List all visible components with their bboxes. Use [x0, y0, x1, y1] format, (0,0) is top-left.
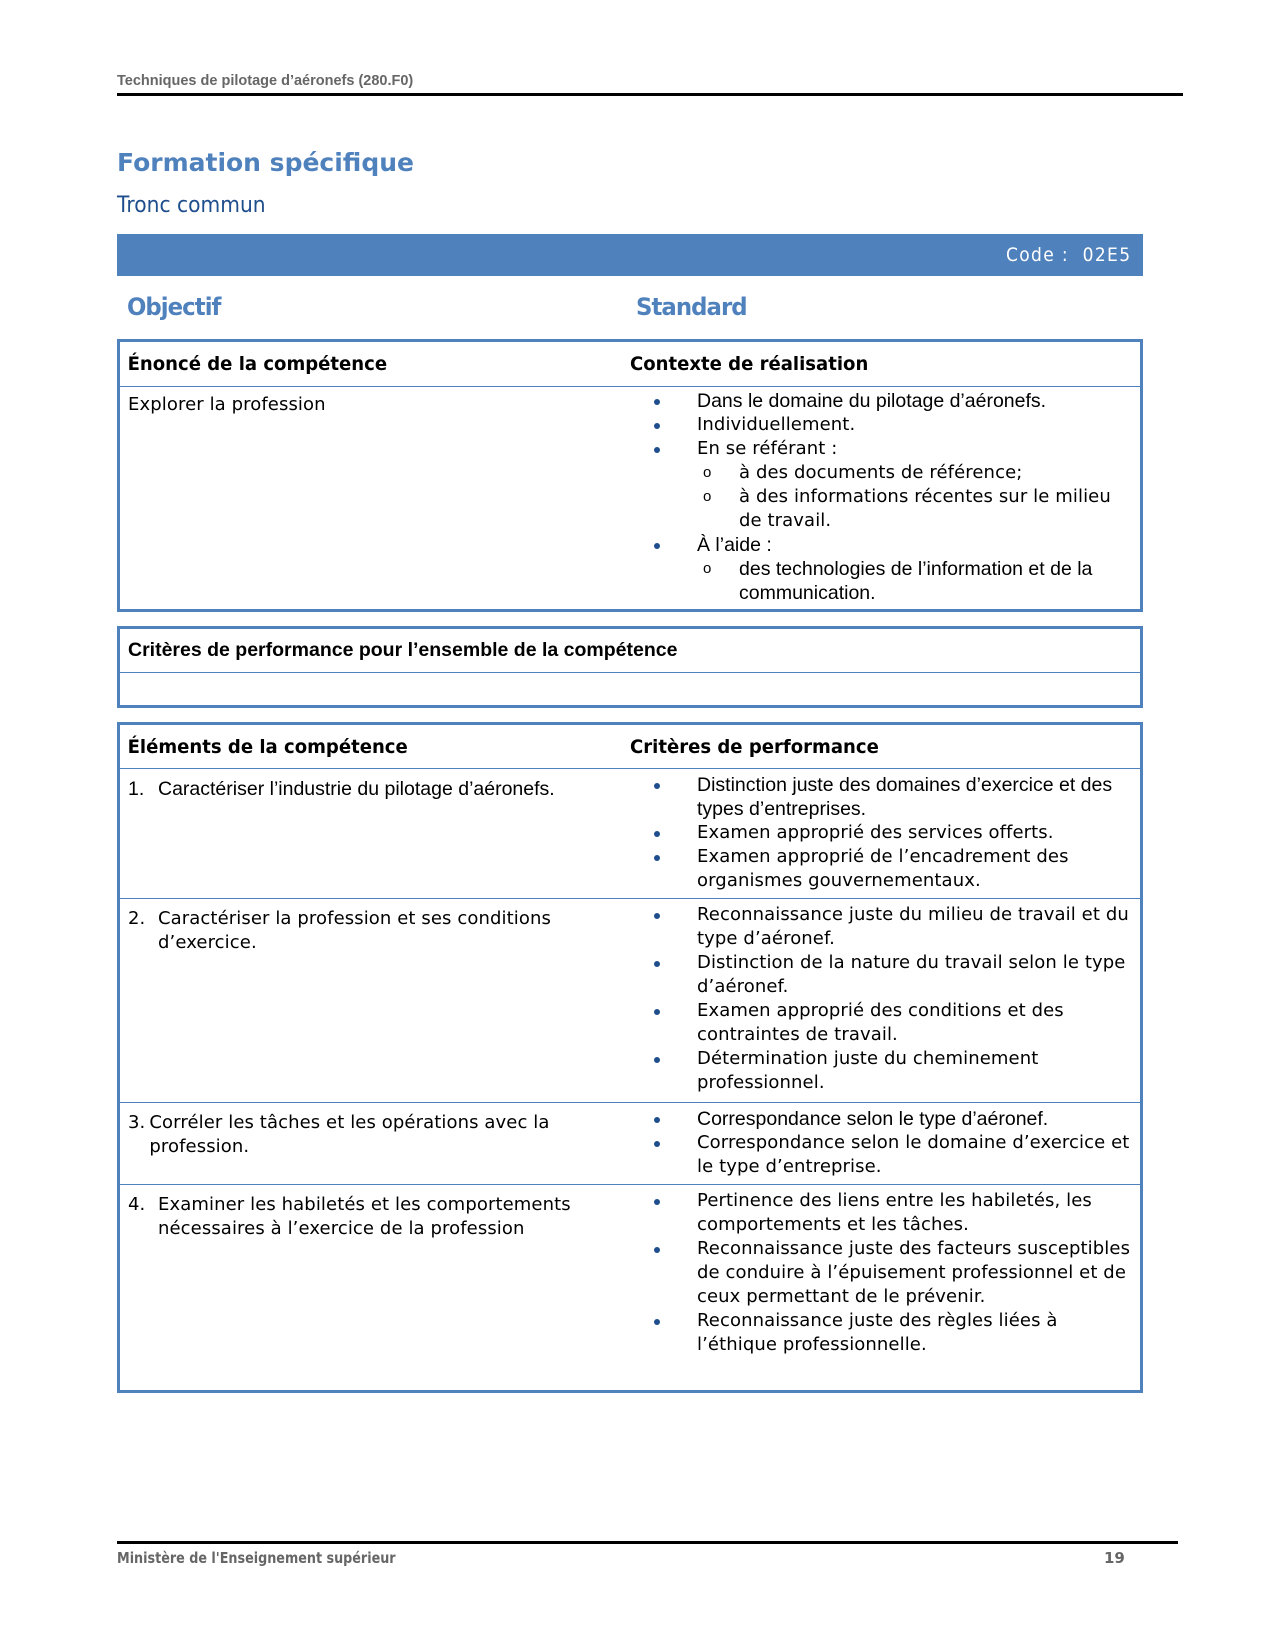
footer-ministry: Ministère de l'Enseignement supérieur [117, 1549, 396, 1567]
criteria-box-header [120, 629, 1140, 673]
competence-table-header [120, 342, 1140, 387]
table-row [120, 899, 1140, 1103]
list-item: Correspondance selon le type d’aéronef. [630, 1107, 1132, 1131]
code-bar [117, 234, 1143, 276]
sub-list-item: o à des informations récentes sur le milieu de travail. [697, 485, 1132, 533]
element-number: 2. [128, 908, 146, 929]
criteria-box-title: Critères de performance pour l’ensemble de la compétence [128, 639, 678, 661]
list-item: Distinction juste des domaines d’exercice et des types d’entreprises. [630, 773, 1132, 821]
criteria-box-content [120, 673, 1140, 706]
list-item: Examen approprié de l’encadrement des organismes gouvernementaux. [630, 845, 1132, 893]
list-item: Détermination juste du cheminement professionnel. [630, 1047, 1132, 1095]
contexte-list [630, 389, 1132, 605]
list-item: Correspondance selon le domaine d’exercice et le type d’entreprise. [630, 1131, 1132, 1179]
elements-table [117, 722, 1143, 1393]
list-item: Examen approprié des services offerts. [630, 821, 1132, 845]
element-number: 1. [128, 778, 145, 800]
list-item: Dans le domaine du pilotage d’aéronefs. [630, 389, 1132, 413]
footer-rule [117, 1541, 1178, 1544]
element-text: Examiner les habiletés et les comportements nécessaires à l’exercice de la profession [158, 1194, 571, 1239]
criteria-cell [630, 899, 1140, 1102]
contexte-list-cell [630, 387, 1140, 609]
list-item: À l’aide : o des technologies de l’information et de la communication. [630, 533, 1132, 605]
element-text: Caractériser la profession et ses conditions d’exercice. [158, 908, 551, 953]
competence-table [117, 339, 1143, 612]
sub-list-item: o à des documents de référence; [697, 461, 1132, 485]
sub-list [697, 557, 1132, 605]
element-cell [120, 1185, 630, 1361]
competency-code: Code : 02E5 [1005, 244, 1131, 266]
list-item: En se référant : o à des documents de référence; o à des informations récentes sur le milieu de travail. [630, 437, 1132, 533]
criteres-header: Critères de performance [630, 735, 879, 758]
standard-heading: Standard [636, 293, 747, 321]
contexte-header: Contexte de réalisation [630, 353, 869, 375]
page-title: Formation spécifique [117, 148, 414, 177]
enonce-header: Énoncé de la compétence [127, 353, 388, 375]
sub-list-item: o des technologies de l’information et de la communication. [697, 557, 1132, 605]
table-row [120, 1103, 1140, 1185]
criteria-cell [630, 1185, 1140, 1361]
list-item: Reconnaissance juste des règles liées à l’éthique professionnelle. [630, 1309, 1132, 1357]
competence-row [120, 387, 1140, 609]
list-item: Reconnaissance juste des facteurs susceptibles de conduire à l’épuisement professionnel et de ceux permettant de le prévenir. [630, 1237, 1132, 1309]
elements-table-header [120, 725, 1140, 769]
element-number: 4. [128, 1194, 146, 1215]
element-cell [120, 769, 630, 898]
running-header: Techniques de pilotage d’aéronefs (280.F0) [117, 73, 414, 89]
element-text: Caractériser l’industrie du pilotage d’aéronefs. [158, 778, 555, 800]
criteria-cell [630, 769, 1140, 898]
criteria-cell [630, 1103, 1140, 1184]
objectif-heading: Objectif [127, 293, 221, 321]
criteria-box [117, 626, 1143, 708]
list-item: Pertinence des liens entre les habiletés, les comportements et les tâches. [630, 1189, 1132, 1237]
elements-header: Éléments de la compétence [127, 735, 408, 758]
sub-list [697, 461, 1132, 533]
list-item: Reconnaissance juste du milieu de travail et du type d’aéronef. [630, 903, 1132, 951]
table-row [120, 1185, 1140, 1361]
element-number: 3. [128, 1112, 146, 1133]
page-number: 19 [1104, 1549, 1125, 1567]
element-cell [120, 1103, 630, 1184]
header-rule [117, 93, 1183, 96]
element-text: Corréler les tâches et les opérations avec la profession. [149, 1112, 550, 1157]
page-subtitle: Tronc commun [117, 193, 266, 218]
element-cell [120, 899, 630, 1102]
list-item: Examen approprié des conditions et des contraintes de travail. [630, 999, 1132, 1047]
list-item: Distinction de la nature du travail selon le type d’aéronef. [630, 951, 1132, 999]
enonce-text: Explorer la profession [128, 394, 326, 415]
list-item: Individuellement. [630, 413, 1132, 437]
table-row [120, 769, 1140, 899]
